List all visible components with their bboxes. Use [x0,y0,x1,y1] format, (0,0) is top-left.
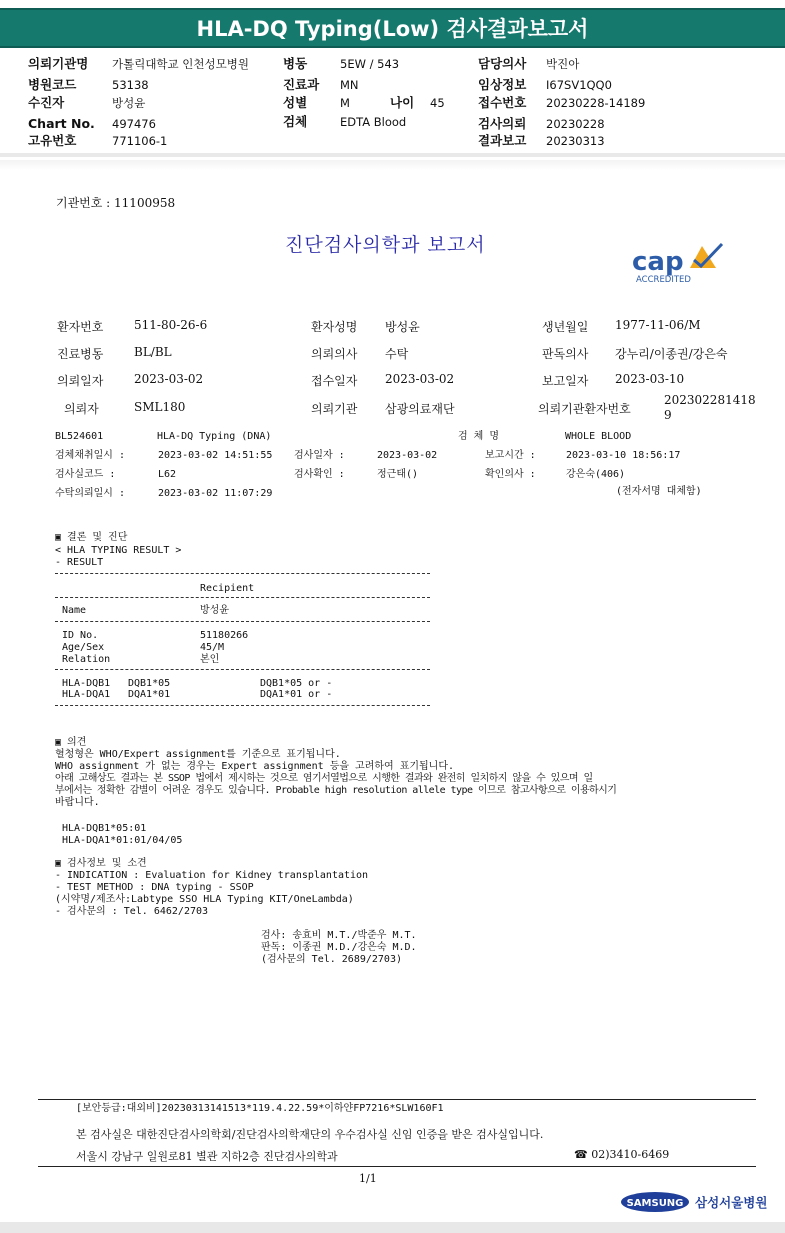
receipt-date-label: 접수일자 [311,374,358,388]
name-value: 방성윤 [200,605,229,616]
esign-note: (전자서명 대체함) [616,486,702,497]
relation-value: 본인 [200,654,220,665]
locus: HLA-DQB1 [62,678,111,689]
confirm-doctor-label: 확인의사 : [485,469,536,480]
dept-label: 진료과 [283,77,320,92]
samsung-brand-text: SAMSUNG [626,1198,684,1209]
test-info-heading: ▣ 검사정보 및 소견 [55,858,147,869]
opinion-line: 부에서는 정확한 감별이 어려운 경우도 있습니다. Probable high resolution allele type 이므로 참고사항으로 이용하시기 [55,785,617,796]
report-date-label: 보고일자 [542,374,589,388]
footer-top-line [38,1099,756,1100]
hospital-code-value: 53138 [112,78,149,92]
hospital-name-text: 삼성서울병원 [695,1195,768,1210]
reader-line: 판독: 이종권 M.D./강은숙 M.D. [261,942,417,953]
samsung-hospital-logo [620,1191,768,1213]
allele-2: DQB1*05 or - [260,678,333,689]
hospital-code-label: 병원코드 [28,77,77,92]
tester-line: 검사: 송효비 M.T./박준우 M.T. [261,930,417,941]
header-divider [0,153,785,157]
birthdate-value: 1977-11-06/M [615,318,701,332]
patient-name-value: 방성윤 [385,320,420,334]
ward-label: 진료병동 [57,347,104,361]
divider [55,669,430,670]
chart-no-value: 497476 [112,117,156,131]
clinical-info-value: I67SV1QQ0 [546,78,612,92]
divider [55,705,430,706]
inquiry-line: - 검사문의 : Tel. 6462/2703 [55,906,209,917]
specimen-name-value: WHOLE BLOOD [565,431,632,442]
reagent-line: (시약명/제조사:Labtype SSO HLA Typing KIT/OneLambda) [55,894,354,905]
order-date-value: 2023-03-02 [134,372,204,386]
report-title: 진단검사의학과 보고서 [285,234,486,256]
reading-doctor-label: 판독의사 [542,347,589,361]
certification-text: 본 검사실은 대한진단검사의학회/진단검사의학재단의 우수검사실 신임 인증을 받은 검사실입니다. [76,1128,544,1141]
lab-code-value: L62 [158,469,177,480]
request-date-value: 20230228 [546,117,605,131]
page-title: HLA-DQ Typing(Low) 검사결과보고서 [196,17,589,41]
patient-no-label: 환자번호 [57,320,104,334]
specimen-name-label: 검 체 명 [458,431,500,442]
clinical-info-label: 임상정보 [478,77,527,92]
opinion-line: 혈청형은 WHO/Expert assignment를 기준으로 표기됩니다. [55,749,341,760]
cap-logo-subtext: ACCREDITED [636,275,691,285]
consignment-time-value: 2023-03-02 11:07:29 [158,488,273,499]
opinion-heading: ▣ 의견 [55,737,87,748]
hla-typing-result-heading: < HLA TYPING RESULT > [55,545,182,556]
phone-text: ☎ 02)3410-6469 [574,1148,670,1161]
receipt-no-label: 접수번호 [478,95,527,110]
recipient-heading: Recipient [200,583,255,594]
order-date-label: 의뢰일자 [57,374,104,388]
locus: HLA-DQA1 [62,689,111,700]
test-name: HLA-DQ Typing (DNA) [157,431,272,442]
report-time-label: 보고시간 : [485,450,536,461]
divider [55,621,430,622]
address-text: 서울시 강남구 일원로81 별관 지하2층 진단검사의학과 [76,1150,338,1163]
ward-label: 병동 [283,56,308,71]
ward-value: 5EW / 543 [340,57,400,71]
relation-label: Relation [62,654,111,665]
specimen-label: 검체 [283,114,308,129]
contact-line: (검사문의 Tel. 2689/2703) [261,954,402,965]
test-date-value: 2023-03-02 [377,450,438,461]
conclusion-heading: ▣ 결론 및 진단 [55,532,128,543]
requester-label: 의뢰자 [64,402,99,416]
chart-no-label: Chart No. [28,116,95,131]
title-band [0,8,785,48]
request-date-label: 검사의뢰 [478,116,527,131]
security-line: [보안등급:대외비]20230313141513*119.4.22.59*이하얀FP7216*SLW160F1 [76,1103,444,1114]
test-date-label: 검사일자 : [294,450,345,461]
footer-bottom-line [38,1166,756,1167]
indication-line: - INDICATION : Evaluation for Kidney transplantation [55,870,369,881]
collection-time-value: 2023-03-02 14:51:55 [158,450,273,461]
unique-no-label: 고유번호 [28,133,77,148]
result-date-label: 결과보고 [478,133,527,148]
header-shadow [0,160,785,170]
specimen-value: EDTA Blood [340,115,407,129]
age-value: 45 [430,96,445,110]
requesting-org-value: 삼광의료재단 [385,402,455,416]
requester-value: SML180 [134,400,186,414]
dept-value: MN [340,78,359,92]
doctor-label: 담당의사 [478,56,527,71]
org-patient-no-value: 202302281418 [664,393,756,407]
page-number: 1/1 [359,1172,377,1185]
report-time-value: 2023-03-10 18:56:17 [566,450,681,461]
org-patient-no-wrap: 9 [664,408,672,422]
birthdate-label: 생년월일 [542,320,589,334]
name-label: Name [62,605,87,616]
result-subheading: - RESULT [55,557,104,568]
ward-value: BL/BL [134,345,172,359]
receipt-date-value: 2023-03-02 [385,372,455,386]
patient-name-label: 환자성명 [311,320,358,334]
allele-1: DQB1*05 [128,678,171,689]
test-confirm-value: 정근태() [377,469,419,480]
divider [55,573,430,574]
lab-code-label: 검사실코드 : [55,469,116,480]
collection-time-label: 검체채취일시 : [55,450,126,461]
report-date-value: 2023-03-10 [615,372,685,386]
patient-no-value: 511-80-26-6 [134,318,208,332]
allele-detail: HLA-DQA1*01:01/04/05 [62,835,183,846]
ordering-doctor-label: 의뢰의사 [311,347,358,361]
reading-doctor-value: 강누리/이종권/강은숙 [615,347,728,361]
org-number: 기관번호 : 11100958 [56,196,176,210]
report-header [0,0,785,53]
id-label: ID No. [62,630,99,641]
age-label: 나이 [390,95,415,110]
opinion-line: 아래 고해상도 결과는 본 SSOP 법에서 제시하는 것으로 염기서열법으로 시행한 결과와 완전히 일치하지 않을 수 있으며 일 [55,773,593,784]
method-line: - TEST METHOD : DNA typing - SSOP [55,882,254,893]
cap-logo-text: cap [632,247,684,277]
sex-value: M [340,96,350,110]
divider [55,597,430,598]
ordering-doctor-value: 수탁 [385,347,409,361]
hospital-label: 의뢰기관명 [28,56,89,71]
allele-1: DQA1*01 [128,689,171,700]
hospital-value: 가톨릭대학교 인천성모병원 [112,57,249,71]
opinion-line: WHO assignment 가 없는 경우는 Expert assignment 등을 고려하여 표기됩니다. [55,761,455,772]
patient-value: 방성윤 [112,96,146,110]
bottom-bar [0,1222,785,1233]
cap-accredited-logo [630,238,730,284]
confirm-doctor-value: 강은숙(406) [566,469,626,480]
unique-no-value: 771106-1 [112,134,168,148]
receipt-no-value: 20230228-14189 [546,96,646,110]
test-code: BL524601 [55,431,104,442]
test-confirm-label: 검사확인 : [294,469,345,480]
allele-detail: HLA-DQB1*05:01 [62,823,147,834]
age-sex-value: 45/M [200,642,225,653]
consignment-time-label: 수탁의뢰일시 : [55,488,126,499]
opinion-line: 바랍니다. [55,797,100,808]
doctor-value: 박진아 [546,57,580,71]
requesting-org-label: 의뢰기관 [311,402,358,416]
patient-label: 수진자 [28,95,65,110]
sex-label: 성별 [283,95,308,110]
id-value: 51180266 [200,630,249,641]
allele-2: DQA1*01 or - [260,689,333,700]
age-sex-label: Age/Sex [62,642,105,653]
result-date-value: 20230313 [546,134,605,148]
org-patient-no-label: 의뢰기관환자번호 [538,402,631,416]
